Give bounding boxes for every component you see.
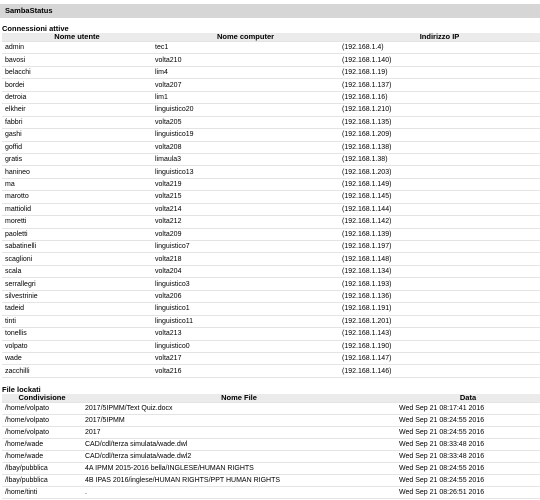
connections-rows bbox=[2, 42, 540, 378]
ip-address-cell: (192.168.1.19) bbox=[342, 69, 388, 77]
computer-name-cell: limaula3 bbox=[155, 156, 182, 164]
computer-name-cell: lim1 bbox=[155, 93, 168, 101]
computer-name-cell: linguistico11 bbox=[155, 317, 194, 325]
table-row bbox=[2, 141, 540, 153]
share-cell: /home/volpato bbox=[5, 417, 49, 424]
computer-name-cell: linguistico3 bbox=[155, 280, 190, 288]
table-row bbox=[2, 129, 540, 141]
user-name-cell: mattiolid bbox=[5, 205, 32, 213]
date-cell: Wed Sep 21 08:24:55 2016 bbox=[399, 417, 485, 424]
ip-address-cell: (192.168.1.197) bbox=[342, 243, 392, 251]
computer-name-cell: volta209 bbox=[155, 230, 182, 238]
user-name-cell: bordei bbox=[5, 81, 25, 89]
computer-name-cell: volta210 bbox=[155, 56, 182, 64]
computer-name-cell: volta207 bbox=[155, 81, 182, 89]
file-name-cell: 2017/5IPMM bbox=[85, 417, 125, 424]
computer-name-cell: lim4 bbox=[155, 69, 168, 77]
computer-name-cell: volta204 bbox=[155, 268, 182, 276]
file-name-cell: 4B IPAS 2016/inglese/HUMAN RIGHTS/PPT HUMAN RIGHTS bbox=[85, 477, 281, 484]
file-name-cell: . bbox=[85, 489, 87, 496]
ip-address-cell: (192.168.1.143) bbox=[342, 330, 392, 338]
table-row bbox=[2, 463, 540, 475]
share-cell: /home/wade bbox=[5, 453, 44, 460]
table-row bbox=[2, 241, 540, 253]
share-cell: /home/volpato bbox=[5, 405, 49, 412]
table-row bbox=[2, 365, 540, 377]
ip-address-cell: (192.168.1.136) bbox=[342, 292, 392, 300]
computer-name-cell: volta219 bbox=[155, 181, 182, 189]
connections-heading: Connessioni attive bbox=[2, 24, 69, 33]
ip-address-cell: (192.168.1.139) bbox=[342, 230, 392, 238]
table-row bbox=[2, 166, 540, 178]
table-row bbox=[2, 153, 540, 165]
ip-address-cell: (192.168.1.203) bbox=[342, 168, 392, 176]
user-name-cell: bavosi bbox=[5, 56, 26, 64]
user-name-cell: tonellis bbox=[5, 330, 27, 338]
ip-address-cell: (192.168.1.38) bbox=[342, 156, 388, 164]
app-title-bar bbox=[0, 4, 540, 18]
ip-address-cell: (192.168.1.135) bbox=[342, 118, 392, 126]
connections-header-row bbox=[2, 33, 540, 42]
user-name-cell: hanineo bbox=[5, 168, 30, 176]
ip-address-cell: (192.168.1.16) bbox=[342, 93, 388, 101]
user-name-cell: silvestrinie bbox=[5, 292, 38, 300]
table-row bbox=[2, 303, 540, 315]
ip-address-cell: (192.168.1.134) bbox=[342, 268, 392, 276]
table-row bbox=[2, 216, 540, 228]
computer-name-cell: volta208 bbox=[155, 143, 182, 151]
user-name-cell: tinti bbox=[5, 317, 16, 325]
date-cell: Wed Sep 21 08:33:48 2016 bbox=[399, 441, 485, 448]
column-header-user: Nome utente bbox=[2, 33, 152, 42]
table-row bbox=[2, 340, 540, 352]
table-row bbox=[2, 178, 540, 190]
ip-address-cell: (192.168.1.146) bbox=[342, 367, 392, 375]
computer-name-cell: volta214 bbox=[155, 205, 182, 213]
table-row bbox=[2, 66, 540, 78]
ip-address-cell: (192.168.1.138) bbox=[342, 143, 392, 151]
ip-address-cell: (192.168.1.148) bbox=[342, 255, 392, 263]
computer-name-cell: linguistico1 bbox=[155, 305, 190, 313]
user-name-cell: ma bbox=[5, 181, 15, 189]
table-row bbox=[2, 315, 540, 327]
computer-name-cell: volta213 bbox=[155, 330, 182, 338]
computer-name-cell: linguistico13 bbox=[155, 168, 194, 176]
file-name-cell: 2017/5IPMM/Text Quiz.docx bbox=[85, 405, 173, 412]
user-name-cell: marotto bbox=[5, 193, 29, 201]
user-name-cell: elkheir bbox=[5, 106, 26, 114]
ip-address-cell: (192.168.1.140) bbox=[342, 56, 392, 64]
connections-table bbox=[2, 33, 540, 378]
table-row bbox=[2, 79, 540, 91]
table-row bbox=[2, 278, 540, 290]
file-name-cell: CAD/cdl/terza simulata/wade.dwl bbox=[85, 441, 188, 448]
locked-files-heading: File lockati bbox=[2, 385, 41, 394]
table-row bbox=[2, 290, 540, 302]
column-header-share: Condivisione bbox=[2, 394, 82, 403]
computer-name-cell: volta206 bbox=[155, 292, 182, 300]
user-name-cell: wade bbox=[5, 355, 22, 363]
user-name-cell: serrallegri bbox=[5, 280, 36, 288]
table-row bbox=[2, 328, 540, 340]
table-row bbox=[2, 253, 540, 265]
share-cell: /lbay/pubblica bbox=[5, 465, 48, 472]
table-row bbox=[2, 352, 540, 364]
table-row bbox=[2, 475, 540, 487]
computer-name-cell: linguistico0 bbox=[155, 342, 190, 350]
user-name-cell: belacchi bbox=[5, 69, 31, 77]
table-row bbox=[2, 451, 540, 463]
user-name-cell: admin bbox=[5, 44, 25, 52]
computer-name-cell: volta218 bbox=[155, 255, 182, 263]
user-name-cell: tadeid bbox=[5, 305, 25, 313]
date-cell: Wed Sep 21 08:24:55 2016 bbox=[399, 465, 485, 472]
column-header-ip: Indirizzo IP bbox=[339, 33, 540, 42]
computer-name-cell: linguistico19 bbox=[155, 131, 194, 139]
column-header-date: Data bbox=[396, 394, 540, 403]
table-row bbox=[2, 439, 540, 451]
table-row bbox=[2, 203, 540, 215]
ip-address-cell: (192.168.1.145) bbox=[342, 193, 392, 201]
ip-address-cell: (192.168.1.201) bbox=[342, 317, 392, 325]
user-name-cell: scaglioni bbox=[5, 255, 33, 263]
user-name-cell: zacchilli bbox=[5, 367, 30, 375]
computer-name-cell: volta205 bbox=[155, 118, 182, 126]
table-row bbox=[2, 228, 540, 240]
share-cell: /home/wade bbox=[5, 441, 44, 448]
computer-name-cell: volta212 bbox=[155, 218, 182, 226]
file-name-cell: 4A IPMM 2015-2016 bella/INGLESE/HUMAN RIGHTS bbox=[85, 465, 254, 472]
table-row bbox=[2, 265, 540, 277]
ip-address-cell: (192.168.1.142) bbox=[342, 218, 392, 226]
table-row bbox=[2, 54, 540, 66]
table-row bbox=[2, 91, 540, 103]
column-header-file-name: Nome File bbox=[82, 394, 396, 403]
user-name-cell: volpato bbox=[5, 342, 28, 350]
table-row bbox=[2, 487, 540, 499]
ip-address-cell: (192.168.1.137) bbox=[342, 81, 392, 89]
user-name-cell: scala bbox=[5, 268, 22, 276]
date-cell: Wed Sep 21 08:24:55 2016 bbox=[399, 429, 485, 436]
date-cell: Wed Sep 21 08:26:51 2016 bbox=[399, 489, 485, 496]
ip-address-cell: (192.168.1.190) bbox=[342, 342, 392, 350]
ip-address-cell: (192.168.1.147) bbox=[342, 355, 392, 363]
ip-address-cell: (192.168.1.193) bbox=[342, 280, 392, 288]
ip-address-cell: (192.168.1.4) bbox=[342, 44, 384, 52]
computer-name-cell: linguistico7 bbox=[155, 243, 190, 251]
user-name-cell: moretti bbox=[5, 218, 27, 226]
ip-address-cell: (192.168.1.209) bbox=[342, 131, 392, 139]
table-row bbox=[2, 104, 540, 116]
share-cell: /home/tinti bbox=[5, 489, 38, 496]
user-name-cell: paoletti bbox=[5, 230, 28, 238]
app-title: SambaStatus bbox=[5, 6, 53, 15]
computer-name-cell: volta216 bbox=[155, 367, 182, 375]
user-name-cell: fabbri bbox=[5, 118, 23, 126]
table-row bbox=[2, 415, 540, 427]
computer-name-cell: tec1 bbox=[155, 44, 169, 52]
locked-files-table bbox=[2, 394, 540, 499]
share-cell: /home/volpato bbox=[5, 429, 49, 436]
file-name-cell: 2017 bbox=[85, 429, 101, 436]
user-name-cell: goffid bbox=[5, 143, 22, 151]
user-name-cell: gratis bbox=[5, 156, 23, 164]
table-row bbox=[2, 427, 540, 439]
date-cell: Wed Sep 21 08:24:55 2016 bbox=[399, 477, 485, 484]
ip-address-cell: (192.168.1.144) bbox=[342, 205, 392, 213]
table-row bbox=[2, 116, 540, 128]
computer-name-cell: volta217 bbox=[155, 355, 182, 363]
locked-files-rows bbox=[2, 403, 540, 499]
user-name-cell: detroia bbox=[5, 93, 27, 101]
column-header-computer: Nome computer bbox=[152, 33, 339, 42]
user-name-cell: sabatinelli bbox=[5, 243, 37, 251]
table-row bbox=[2, 191, 540, 203]
table-row bbox=[2, 42, 540, 54]
ip-address-cell: (192.168.1.149) bbox=[342, 181, 392, 189]
locked-files-header-row bbox=[2, 394, 540, 403]
date-cell: Wed Sep 21 08:17:41 2016 bbox=[399, 405, 485, 412]
user-name-cell: gashi bbox=[5, 131, 22, 139]
ip-address-cell: (192.168.1.210) bbox=[342, 106, 392, 114]
table-row bbox=[2, 403, 540, 415]
file-name-cell: CAD/cdl/terza simulata/wade.dwl2 bbox=[85, 453, 192, 460]
date-cell: Wed Sep 21 08:33:48 2016 bbox=[399, 453, 485, 460]
computer-name-cell: volta215 bbox=[155, 193, 182, 201]
computer-name-cell: linguistico20 bbox=[155, 106, 194, 114]
share-cell: /lbay/pubblica bbox=[5, 477, 48, 484]
ip-address-cell: (192.168.1.191) bbox=[342, 305, 392, 313]
